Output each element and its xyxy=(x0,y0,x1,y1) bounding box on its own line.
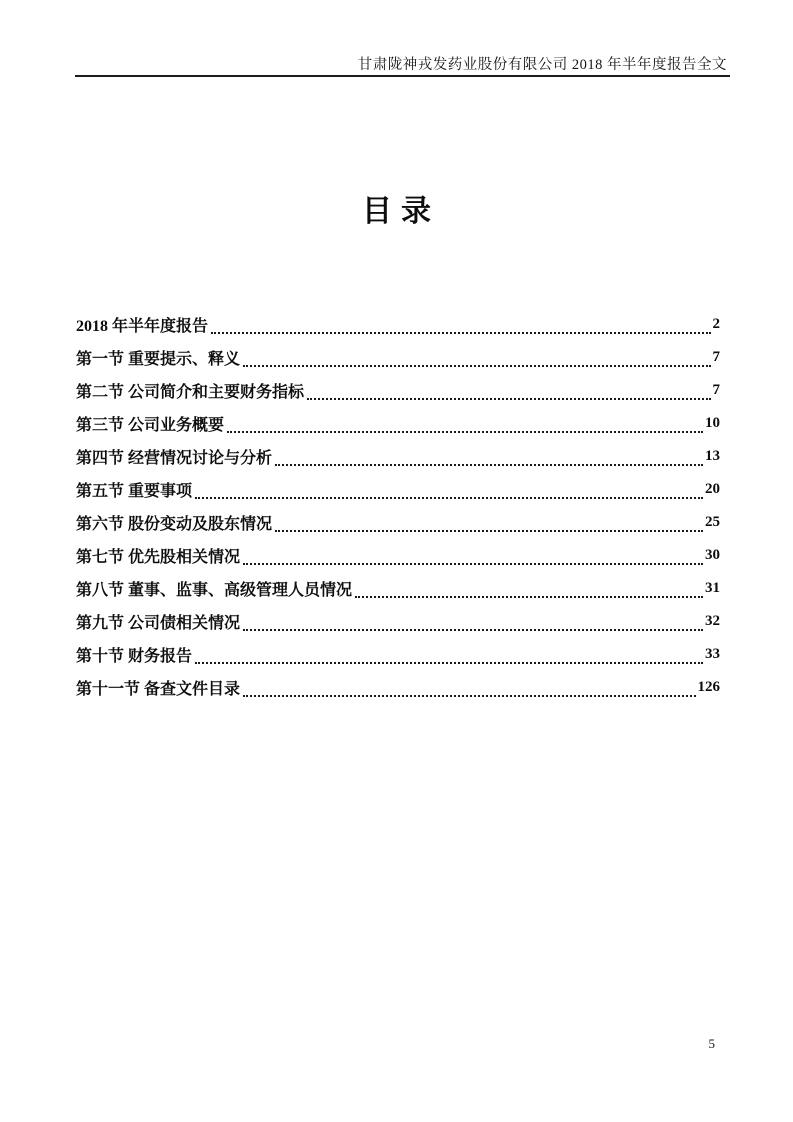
toc-leader-dots xyxy=(243,678,695,697)
toc-entry-page-number: 126 xyxy=(697,679,720,695)
header-divider xyxy=(75,75,730,77)
toc-leader-dots xyxy=(211,315,710,334)
toc-entry-label: 第三节 公司业务概要 xyxy=(76,417,225,434)
toc-entry-page-number: 10 xyxy=(705,415,720,431)
toc-entry-page-number: 33 xyxy=(705,646,720,662)
toc-entry-label: 第九节 公司债相关情况 xyxy=(76,615,241,632)
report-header-text: 甘肃陇神戎发药业股份有限公司 2018 年半年度报告全文 xyxy=(357,57,727,73)
toc-entry-label: 第八节 董事、监事、高级管理人员情况 xyxy=(76,582,353,599)
toc-entry-label: 第十一节 备查文件目录 xyxy=(76,681,241,698)
toc-entry-label: 第六节 股份变动及股东情况 xyxy=(76,516,273,533)
toc-leader-dots xyxy=(243,546,703,565)
toc-entry[interactable] xyxy=(76,341,720,374)
toc-entry-label: 第五节 重要事项 xyxy=(76,483,193,500)
toc-entry[interactable] xyxy=(76,407,720,440)
toc-entry-label: 2018 年半年度报告 xyxy=(76,318,209,335)
toc-leader-dots xyxy=(195,645,703,664)
page-title: 目录 xyxy=(362,195,440,228)
toc-entry-page-number: 7 xyxy=(712,382,720,398)
toc-entry-label: 第四节 经营情况讨论与分析 xyxy=(76,450,273,467)
toc-leader-dots xyxy=(275,447,703,466)
toc-entry-page-number: 2 xyxy=(712,316,720,332)
toc-entry[interactable] xyxy=(76,374,720,407)
toc-entry[interactable] xyxy=(76,539,720,572)
toc-entry-page-number: 20 xyxy=(705,481,720,497)
toc-entry[interactable] xyxy=(76,671,720,704)
toc-entry-page-number: 32 xyxy=(705,613,720,629)
toc-leader-dots xyxy=(243,612,703,631)
toc-leader-dots xyxy=(307,381,710,400)
toc-entry[interactable] xyxy=(76,506,720,539)
toc-entry-label: 第一节 重要提示、释义 xyxy=(76,351,241,368)
toc-entry[interactable] xyxy=(76,572,720,605)
toc-entry[interactable] xyxy=(76,308,720,341)
table-of-contents xyxy=(76,308,720,704)
toc-leader-dots xyxy=(243,348,710,367)
toc-leader-dots xyxy=(227,414,703,433)
toc-entry-label: 第十节 财务报告 xyxy=(76,648,193,665)
toc-entry[interactable] xyxy=(76,473,720,506)
toc-entry-page-number: 7 xyxy=(712,349,720,365)
toc-entry-page-number: 13 xyxy=(705,448,720,464)
toc-entry-label: 第二节 公司简介和主要财务指标 xyxy=(76,384,305,401)
toc-entry-page-number: 30 xyxy=(705,547,720,563)
toc-entry[interactable] xyxy=(76,638,720,671)
toc-leader-dots xyxy=(195,480,703,499)
toc-entry-page-number: 31 xyxy=(705,580,720,596)
toc-entry[interactable] xyxy=(76,440,720,473)
toc-entry[interactable] xyxy=(76,605,720,638)
footer-page-number: 5 xyxy=(708,1036,715,1051)
toc-leader-dots xyxy=(275,513,703,532)
toc-leader-dots xyxy=(355,579,703,598)
toc-entry-label: 第七节 优先股相关情况 xyxy=(76,549,241,566)
toc-entry-page-number: 25 xyxy=(705,514,720,530)
